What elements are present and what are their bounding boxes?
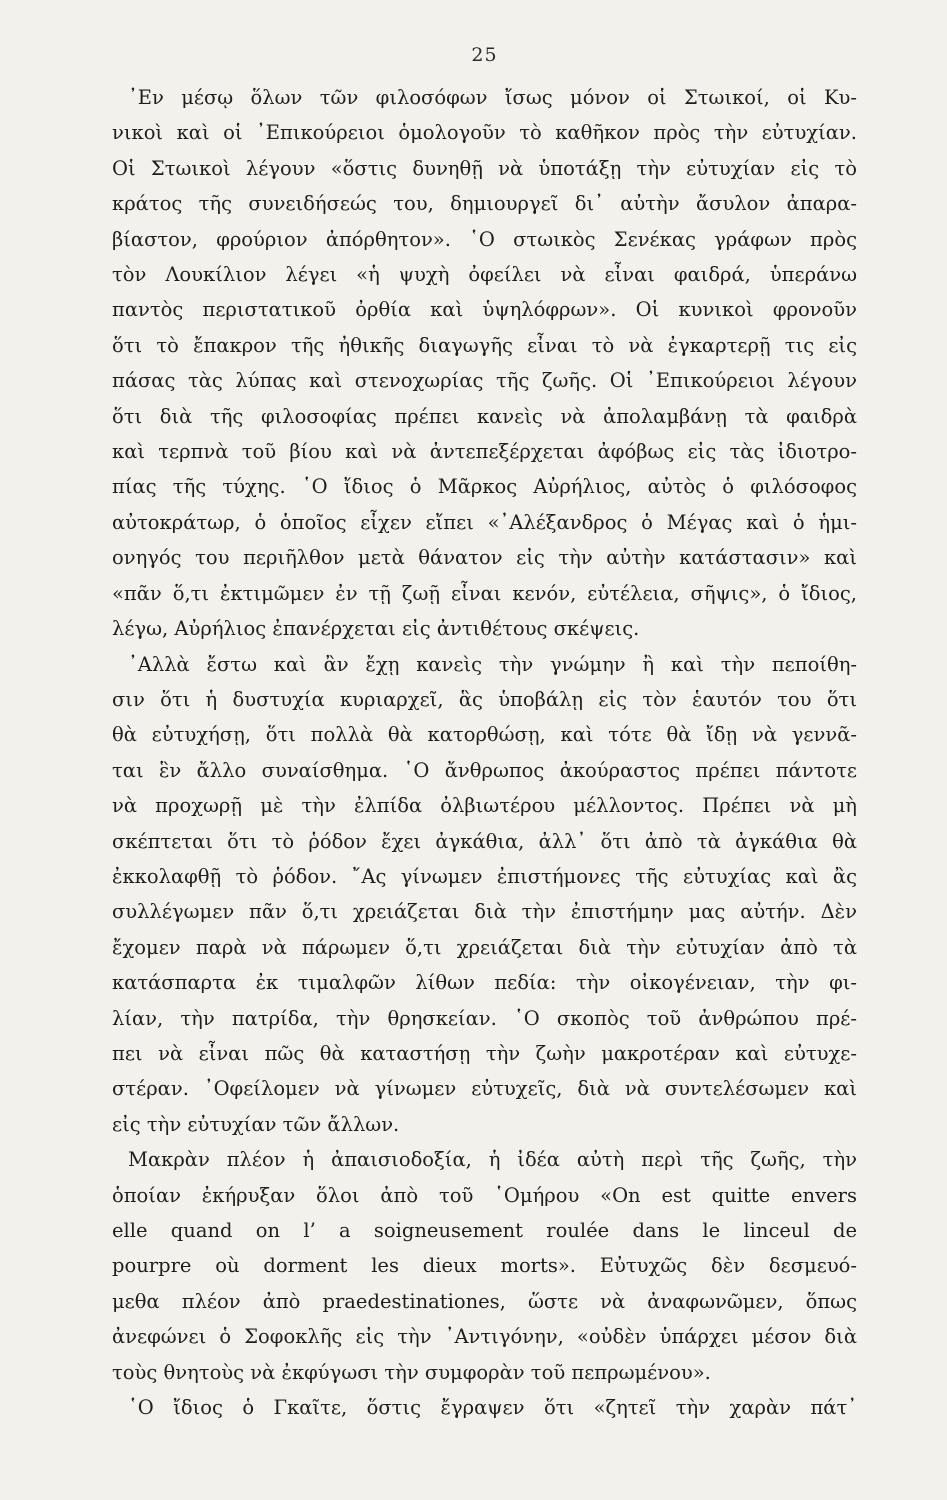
text-line: πει νὰ εἶναι πῶς θὰ καταστήσῃ τὴν ζωὴν μακροτέραν καὶ εὐτυχε- — [112, 1041, 857, 1065]
text-line: σιν ὅτι ἡ δυστυχία κυριαρχεῖ, ἃς ὑποβάλῃ εἰς τὸν ἑαυτόν του ὅτι — [112, 687, 857, 711]
text-line: νικοὶ καὶ οἱ ᾿Επικούρειοι ὁμολογοῦν τὸ καθῆκον πρὸς τὴν εὐτυχίαν. — [112, 121, 857, 145]
text-line: Οἱ Στωικοὶ λέγουν «ὅστις δυνηθῇ νὰ ὑποτάξῃ τὴν εὐτυχίαν εἰς τὸ — [112, 156, 857, 180]
text-line: καὶ τερπνὰ τοῦ βίου καὶ νὰ ἀντεπεξέρχεται ἀφόβως εἰς τὰς ἰδιοτρο- — [112, 440, 857, 464]
text-line: συλλέγωμεν πᾶν ὅ,τι χρειάζεται διὰ τὴν ἐπιστήμην μας αὐτήν. Δὲν — [112, 900, 857, 924]
text-line: ὅτι τὸ ἔπακρον τῆς ἠθικῆς διαγωγῆς εἶναι τὸ νὰ ἐγκαρτερῇ τις εἰς — [112, 333, 857, 357]
text-line: ὁποίαν ἐκήρυξαν ὅλοι ἀπὸ τοῦ ῾Ομήρου «On est quitte envers — [112, 1183, 857, 1207]
text-line: κατάσπαρτα ἐκ τιμαλφῶν λίθων πεδία: τὴν οἰκογένειαν, τὴν φι- — [112, 971, 857, 995]
text-line: κράτος τῆς συνειδήσεώς του, δημιουργεῖ δι᾿ αὐτὴν ἄσυλον ἀπαρα- — [112, 192, 857, 216]
text-line: εἰς τὴν εὐτυχίαν τῶν ἄλλων. — [112, 1112, 400, 1136]
paragraph — [112, 1142, 857, 1390]
text-line: ὅτι διὰ τῆς φιλοσοφίας πρέπει κανεὶς νὰ ἀπολαμβάνῃ τὰ φαιδρὰ — [112, 404, 857, 428]
paragraph — [112, 647, 857, 1143]
text-line: αὐτοκράτωρ, ὁ ὁποῖος εἶχεν εἴπει «᾿Αλέξανδρος ὁ Μέγας καὶ ὁ ἡμι- — [112, 510, 857, 534]
text-line: pourpre où dorment les dieux morts». Εὐτυχῶς δὲν δεσμευό- — [112, 1254, 857, 1278]
paragraph — [112, 1390, 857, 1425]
text-line: θὰ εὐτυχήσῃ, ὅτι πολλὰ θὰ κατορθώσῃ, καὶ τότε θὰ ἴδῃ νὰ γεννᾶ- — [112, 723, 857, 747]
text-line: ἐκκολαφθῇ τὸ ῥόδον. ῎Ας γίνωμεν ἐπιστήμονες τῆς εὐτυχίας καὶ ἂς — [112, 864, 857, 888]
text-line: «πᾶν ὅ,τι ἐκτιμῶμεν ἐν τῇ ζωῇ εἶναι κενόν, εὐτέλεια, σῆψις», ὁ ἴδιος, — [112, 581, 857, 605]
text-line: Μακρὰν πλέον ἡ ἀπαισιοδοξία, ἡ ἰδέα αὐτὴ περὶ τῆς ζωῆς, τὴν — [128, 1148, 857, 1172]
text-line: ἀνεφώνει ὁ Σοφοκλῆς εἰς τὴν ᾿Αντιγόνην, «οὐδὲν ὑπάρχει μέσον διὰ — [112, 1325, 857, 1349]
text-line: παντὸς περιστατικοῦ ὀρθία καὶ ὑψηλόφρων». Οἱ κυνικοὶ φρονοῦν — [112, 298, 857, 322]
text-line: ῾Ο ἴδιος ὁ Γκαῖτε, ὅστις ἔγραψεν ὅτι «ζητεῖ τὴν χαρὰν πάτ᾿ — [128, 1396, 857, 1420]
text-line: τοὺς θνητοὺς νὰ ἐκφύγωσι τὴν συμφορὰν τοῦ πεπρωμένου». — [112, 1360, 711, 1384]
text-line: πίας τῆς τύχης. ῾Ο ἴδιος ὁ Μᾶρκος Αὐρήλιος, αὐτὸς ὁ φιλόσοφος — [112, 475, 857, 499]
text-line: στέραν. ᾿Οφείλομεν νὰ γίνωμεν εὐτυχεῖς, διὰ νὰ συντελέσωμεν καὶ — [112, 1077, 857, 1101]
page-body — [112, 80, 857, 1425]
text-line: ονηγός του περιῆλθον μετὰ θάνατον εἰς τὴν αὐτὴν κατάστασιν» καὶ — [112, 546, 857, 570]
text-line: τὸν Λουκίλιον λέγει «ἡ ψυχὴ ὀφείλει νὰ εἶναι φαιδρά, ὑπεράνω — [112, 263, 857, 287]
text-line: ἔχομεν παρὰ νὰ πάρωμεν ὅ,τι χρειάζεται διὰ τὴν εὐτυχίαν ἀπὸ τὰ — [112, 935, 857, 959]
paragraph — [112, 80, 857, 647]
text-line: πάσας τὰς λύπας καὶ στενοχωρίας τῆς ζωῆς. Οἱ ᾿Επικούρειοι λέγουν — [112, 369, 857, 393]
text-line: σκέπτεται ὅτι τὸ ῥόδον ἔχει ἀγκάθια, ἀλλ᾿ ὅτι ἀπὸ τὰ ἀγκάθια θὰ — [112, 829, 857, 853]
text-line: βίαστον, φρούριον ἀπόρθητον». ῾Ο στωικὸς Σενέκας γράφων πρὸς — [112, 227, 857, 251]
text-line: λέγω, Αὐρήλιος ἐπανέρχεται εἰς ἀντιθέτους σκέψεις. — [112, 617, 640, 641]
text-line: ται ἓν ἄλλο συναίσθημα. ῾Ο ἄνθρωπος ἀκούραστος πρέπει πάντοτε — [112, 758, 857, 782]
text-line: νὰ προχωρῇ μὲ τὴν ἐλπίδα ὀλβιωτέρου μέλλοντος. Πρέπει νὰ μὴ — [112, 794, 857, 818]
text-line: ᾿Αλλὰ ἔστω καὶ ἂν ἔχῃ κανεὶς τὴν γνώμην ἢ καὶ τὴν πεποίθη- — [128, 652, 857, 676]
page-number: 25 — [471, 44, 498, 66]
text-line: elle quand on l’ a soigneusement roulée dans le linceul de — [112, 1219, 857, 1242]
text-line: μεθα πλέον ἀπὸ praedestinationes, ὥστε νὰ ἀναφωνῶμεν, ὅπως — [112, 1289, 857, 1313]
text-line: λίαν, τὴν πατρίδα, τὴν θρησκείαν. ῾Ο σκοπὸς τοῦ ἀνθρώπου πρέ- — [112, 1006, 857, 1030]
text-line: ᾿Εν μέσῳ ὅλων τῶν φιλοσόφων ἴσως μόνον οἱ Στωικοί, οἱ Κυ- — [128, 86, 857, 109]
